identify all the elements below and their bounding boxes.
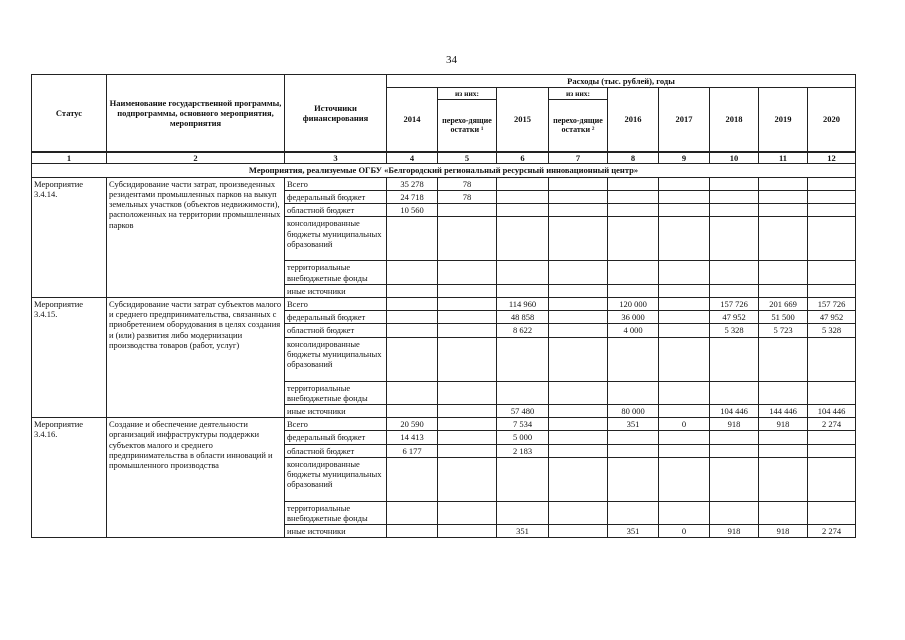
value-cell: 14 413 — [387, 431, 438, 444]
value-cell — [659, 298, 710, 311]
column-number: 1 — [32, 152, 107, 164]
value-cell — [387, 457, 438, 501]
header-of-which-2: из них: — [549, 88, 608, 100]
value-cell — [759, 261, 808, 284]
value-cell: 2 274 — [808, 525, 856, 538]
value-cell — [710, 204, 759, 217]
value-cell — [387, 217, 438, 261]
value-cell — [549, 204, 608, 217]
value-cell — [438, 284, 497, 297]
value-cell: 5 328 — [808, 324, 856, 337]
value-cell: 4 000 — [608, 324, 659, 337]
value-cell — [710, 444, 759, 457]
funding-source: иные источники — [285, 404, 387, 417]
value-cell — [549, 337, 608, 381]
value-cell — [438, 444, 497, 457]
header-carryover-1: перехо-дящие остатки ¹ — [438, 100, 497, 152]
value-cell — [438, 261, 497, 284]
value-cell: 157 726 — [808, 298, 856, 311]
value-cell — [549, 381, 608, 404]
value-cell — [549, 217, 608, 261]
header-year-2015: 2015 — [497, 88, 549, 152]
value-cell — [497, 381, 549, 404]
value-cell — [497, 501, 549, 524]
column-number: 3 — [285, 152, 387, 164]
value-cell — [808, 217, 856, 261]
value-cell: 80 000 — [608, 404, 659, 417]
value-cell: 5 723 — [759, 324, 808, 337]
value-cell — [608, 501, 659, 524]
funding-source: территориальные внебюджетные фонды — [285, 261, 387, 284]
value-cell — [659, 431, 710, 444]
value-cell — [387, 525, 438, 538]
value-cell: 120 000 — [608, 298, 659, 311]
column-number: 9 — [659, 152, 710, 164]
value-cell — [387, 404, 438, 417]
value-cell — [808, 431, 856, 444]
funding-source: консолидированные бюджеты муниципальных образований — [285, 337, 387, 381]
value-cell: 78 — [438, 191, 497, 204]
value-cell — [659, 324, 710, 337]
value-cell — [659, 501, 710, 524]
value-cell — [710, 177, 759, 190]
measure-status: Мероприятие 3.4.16. — [32, 418, 107, 538]
header-expenses: Расходы (тыс. рублей), годы — [387, 75, 856, 88]
value-cell: 144 446 — [759, 404, 808, 417]
value-cell: 5 000 — [497, 431, 549, 444]
value-cell: 104 446 — [710, 404, 759, 417]
value-cell — [710, 501, 759, 524]
value-cell — [710, 217, 759, 261]
header-year-2019: 2019 — [759, 88, 808, 152]
value-cell — [387, 337, 438, 381]
value-cell — [659, 311, 710, 324]
value-cell — [608, 337, 659, 381]
column-number: 8 — [608, 152, 659, 164]
value-cell: 351 — [608, 418, 659, 431]
value-cell: 2 274 — [808, 418, 856, 431]
column-number: 7 — [549, 152, 608, 164]
header-carryover-2: перехо-дящие остатки ² — [549, 100, 608, 152]
value-cell — [549, 501, 608, 524]
value-cell — [659, 457, 710, 501]
value-cell — [608, 261, 659, 284]
value-cell — [549, 298, 608, 311]
value-cell — [710, 381, 759, 404]
column-number: 4 — [387, 152, 438, 164]
value-cell — [710, 284, 759, 297]
column-number: 5 — [438, 152, 497, 164]
value-cell: 0 — [659, 525, 710, 538]
table-row — [32, 418, 856, 431]
value-cell — [549, 284, 608, 297]
value-cell: 57 480 — [497, 404, 549, 417]
value-cell — [759, 217, 808, 261]
funding-source: федеральный бюджет — [285, 191, 387, 204]
value-cell — [549, 525, 608, 538]
value-cell: 2 183 — [497, 444, 549, 457]
funding-source: иные источники — [285, 284, 387, 297]
value-cell: 5 328 — [710, 324, 759, 337]
value-cell: 157 726 — [710, 298, 759, 311]
value-cell: 6 177 — [387, 444, 438, 457]
value-cell — [608, 191, 659, 204]
value-cell: 918 — [710, 525, 759, 538]
value-cell: 78 — [438, 177, 497, 190]
funding-source: областной бюджет — [285, 444, 387, 457]
funding-source: иные источники — [285, 525, 387, 538]
value-cell — [438, 204, 497, 217]
funding-source: Всего — [285, 177, 387, 190]
budget-table — [31, 74, 856, 538]
value-cell — [497, 204, 549, 217]
value-cell — [808, 381, 856, 404]
column-number: 2 — [107, 152, 285, 164]
value-cell — [659, 261, 710, 284]
value-cell: 351 — [608, 525, 659, 538]
value-cell — [438, 501, 497, 524]
value-cell — [759, 431, 808, 444]
value-cell — [808, 457, 856, 501]
value-cell — [438, 217, 497, 261]
funding-source: федеральный бюджет — [285, 311, 387, 324]
table-row — [32, 298, 856, 311]
funding-source: консолидированные бюджеты муниципальных образований — [285, 457, 387, 501]
value-cell — [387, 501, 438, 524]
column-number: 11 — [759, 152, 808, 164]
value-cell — [759, 501, 808, 524]
funding-source: консолидированные бюджеты муниципальных образований — [285, 217, 387, 261]
value-cell: 201 669 — [759, 298, 808, 311]
value-cell — [710, 457, 759, 501]
value-cell — [659, 404, 710, 417]
value-cell — [608, 284, 659, 297]
measure-name: Субсидирование части затрат субъектов малого и среднего предпринимательства, связанных с приобретением оборудования в целях создания и (или) развития либо модернизации производства товаров (работ, услуг) — [107, 298, 285, 418]
value-cell — [497, 177, 549, 190]
value-cell — [438, 431, 497, 444]
value-cell — [387, 298, 438, 311]
funding-source: территориальные внебюджетные фонды — [285, 381, 387, 404]
measure-status: Мероприятие 3.4.15. — [32, 298, 107, 418]
value-cell — [387, 324, 438, 337]
value-cell — [608, 217, 659, 261]
value-cell — [759, 177, 808, 190]
value-cell: 35 278 — [387, 177, 438, 190]
value-cell — [608, 444, 659, 457]
funding-source: федеральный бюджет — [285, 431, 387, 444]
funding-source: территориальные внебюджетные фонды — [285, 501, 387, 524]
value-cell — [808, 261, 856, 284]
page-number: 34 — [446, 54, 457, 66]
value-cell: 20 590 — [387, 418, 438, 431]
value-cell — [659, 217, 710, 261]
value-cell — [497, 337, 549, 381]
value-cell — [710, 191, 759, 204]
value-cell — [497, 191, 549, 204]
value-cell: 918 — [759, 418, 808, 431]
value-cell — [549, 418, 608, 431]
value-cell: 36 000 — [608, 311, 659, 324]
header-year-2018: 2018 — [710, 88, 759, 152]
value-cell — [710, 337, 759, 381]
funding-source: Всего — [285, 418, 387, 431]
table-row — [32, 177, 856, 190]
measure-name: Создание и обеспечение деятельности организаций инфраструктуры поддержки субъектов малого и среднего предпринимательства в области инноваций и промышленного производства — [107, 418, 285, 538]
value-cell — [549, 177, 608, 190]
column-number: 12 — [808, 152, 856, 164]
header-year-2016: 2016 — [608, 88, 659, 152]
value-cell — [387, 311, 438, 324]
value-cell — [549, 311, 608, 324]
value-cell — [438, 381, 497, 404]
column-number-row — [32, 152, 856, 164]
value-cell — [808, 177, 856, 190]
value-cell — [659, 204, 710, 217]
value-cell — [759, 204, 808, 217]
section-title: Мероприятия, реализуемые ОГБУ «Белгородский региональный ресурсный инновационный центр» — [32, 163, 856, 177]
value-cell — [438, 337, 497, 381]
value-cell — [808, 284, 856, 297]
funding-source: Всего — [285, 298, 387, 311]
header-status: Статус — [32, 75, 107, 152]
value-cell — [759, 381, 808, 404]
value-cell — [438, 525, 497, 538]
value-cell — [497, 457, 549, 501]
value-cell — [759, 457, 808, 501]
header-sources: Источники финансирования — [285, 75, 387, 152]
column-number: 6 — [497, 152, 549, 164]
value-cell — [549, 191, 608, 204]
value-cell: 918 — [759, 525, 808, 538]
value-cell — [608, 457, 659, 501]
value-cell: 47 952 — [808, 311, 856, 324]
value-cell — [659, 284, 710, 297]
value-cell — [549, 457, 608, 501]
value-cell — [608, 381, 659, 404]
header-year-2014: 2014 — [387, 88, 438, 152]
value-cell — [759, 191, 808, 204]
value-cell — [808, 191, 856, 204]
header-year-2020: 2020 — [808, 88, 856, 152]
value-cell — [759, 444, 808, 457]
value-cell — [710, 431, 759, 444]
value-cell — [659, 381, 710, 404]
header-year-2017: 2017 — [659, 88, 710, 152]
value-cell: 8 622 — [497, 324, 549, 337]
value-cell — [659, 191, 710, 204]
value-cell — [387, 381, 438, 404]
value-cell — [387, 261, 438, 284]
value-cell — [497, 284, 549, 297]
value-cell: 48 858 — [497, 311, 549, 324]
value-cell — [759, 284, 808, 297]
funding-source: областной бюджет — [285, 204, 387, 217]
value-cell — [438, 324, 497, 337]
funding-source: областной бюджет — [285, 324, 387, 337]
value-cell — [497, 261, 549, 284]
value-cell — [438, 457, 497, 501]
value-cell — [659, 337, 710, 381]
value-cell — [549, 444, 608, 457]
value-cell: 10 560 — [387, 204, 438, 217]
value-cell: 114 960 — [497, 298, 549, 311]
value-cell: 47 952 — [710, 311, 759, 324]
value-cell: 7 534 — [497, 418, 549, 431]
value-cell — [497, 217, 549, 261]
value-cell — [549, 261, 608, 284]
value-cell — [387, 284, 438, 297]
value-cell: 351 — [497, 525, 549, 538]
value-cell — [608, 177, 659, 190]
value-cell: 51 500 — [759, 311, 808, 324]
value-cell — [438, 404, 497, 417]
value-cell — [710, 261, 759, 284]
value-cell — [808, 337, 856, 381]
value-cell: 918 — [710, 418, 759, 431]
value-cell — [549, 404, 608, 417]
value-cell — [438, 418, 497, 431]
header-name: Наименование государственной программы, подпрограммы, основного мероприятия, мероприятия — [107, 75, 285, 152]
value-cell — [438, 298, 497, 311]
value-cell — [549, 431, 608, 444]
value-cell: 0 — [659, 418, 710, 431]
measure-name: Субсидирование части затрат, произведенных резидентами промышленных парков на выкуп земельных участков (объектов недвижимости), расположенных на территории промышленных парков — [107, 177, 285, 297]
value-cell — [808, 444, 856, 457]
value-cell — [438, 311, 497, 324]
value-cell — [549, 324, 608, 337]
measure-status: Мероприятие 3.4.14. — [32, 177, 107, 297]
value-cell — [659, 177, 710, 190]
measures-body — [32, 177, 856, 537]
value-cell — [759, 337, 808, 381]
value-cell: 104 446 — [808, 404, 856, 417]
value-cell — [608, 431, 659, 444]
value-cell — [608, 204, 659, 217]
value-cell: 24 718 — [387, 191, 438, 204]
value-cell — [659, 444, 710, 457]
value-cell — [808, 204, 856, 217]
header-of-which-1: из них: — [438, 88, 497, 100]
column-number: 10 — [710, 152, 759, 164]
value-cell — [808, 501, 856, 524]
